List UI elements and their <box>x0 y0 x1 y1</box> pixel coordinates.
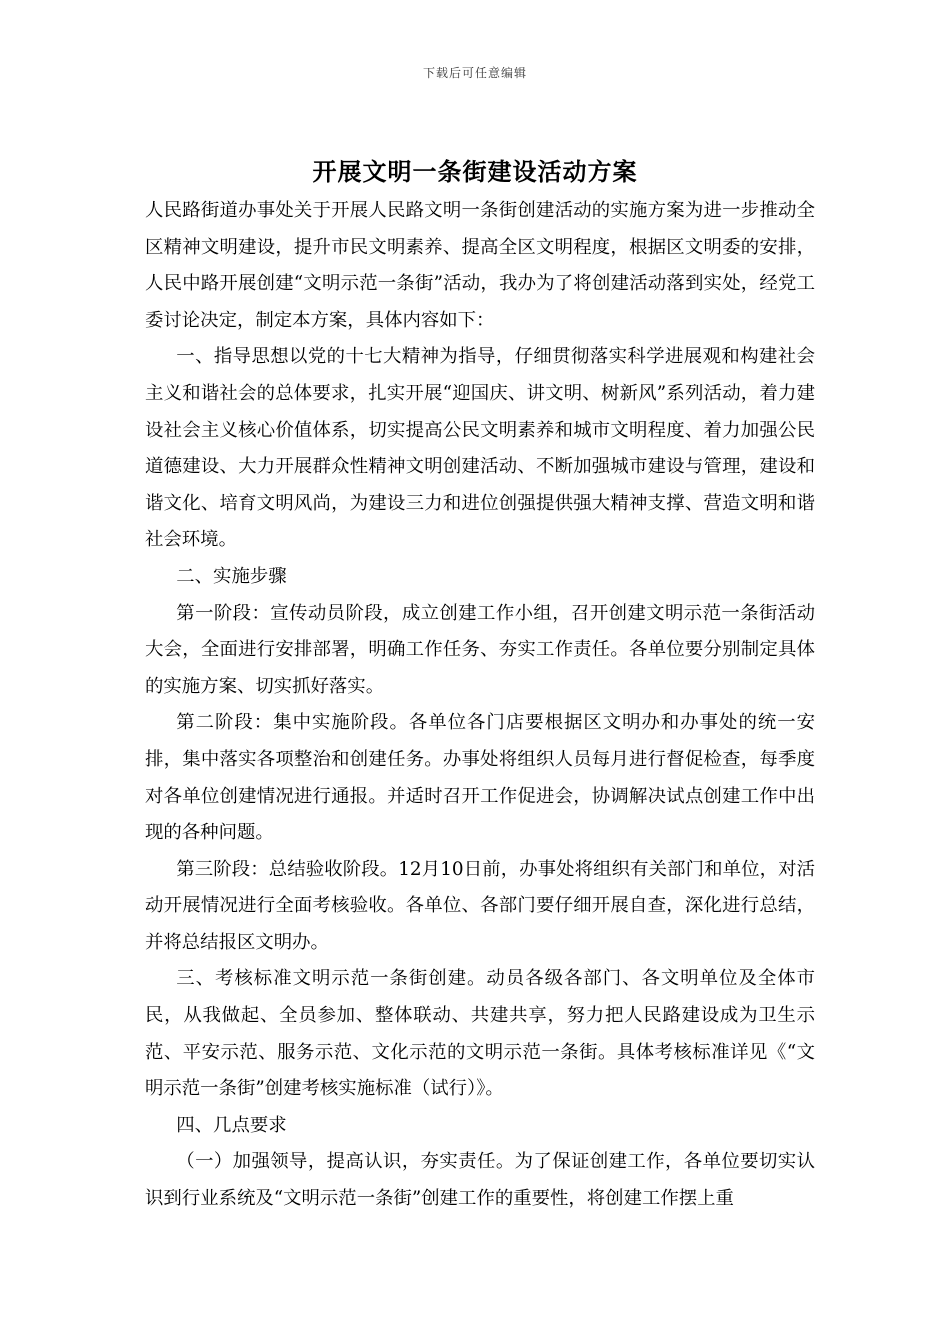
paragraph-requirements-heading: 四、几点要求 <box>176 1114 287 1136</box>
document-title: 开展文明一条街建设活动方案 <box>312 158 638 186</box>
document-body <box>145 193 815 1218</box>
paragraph-stage-two: 第二阶段：集中实施阶段。各单位各门店要根据区文明办和办事处的统一安排，集中落实各项整治和创建任务。办事处将组织人员每月进行督促检查，每季度对各单位创建情况进行通报。并适时召开工作促进会，协调解决试点创建工作中出现的各种问题。 <box>145 712 815 844</box>
paragraph-requirement-one: （一）加强领导，提高认识，夯实责任。为了保证创建工作，各单位要切实认识到行业系统及“文明示范一条街”创建工作的重要性，将创建工作摆上重 <box>145 1151 815 1210</box>
paragraph-guiding-ideology: 一、指导思想以党的十七大精神为指导，仔细贯彻落实科学进展观和构建社会主义和谐社会的总体要求，扎实开展“迎国庆、讲文明、树新风”系列活动，着力建设社会主义核心价值体系，切实提高公民文明素养和城市文明程度、着力加强公民道德建设、大力开展群众性精神文明创建活动、不断加强城市建设与管理，建设和谐文化、培育文明风尚，为建设三力和进位创强提供强大精神支撑、营造文明和谐社会环境。 <box>145 346 815 551</box>
paragraph-stage-one: 第一阶段：宣传动员阶段，成立创建工作小组，召开创建文明示范一条街活动大会，全面进行安排部署，明确工作任务、夯实工作责任。各单位要分别制定具体的实施方案、切实抓好落实。 <box>145 602 815 697</box>
paragraph-implementation-steps-heading: 二、实施步骤 <box>176 565 287 587</box>
paragraph-stage-three: 第三阶段：总结验收阶段。12月10日前，办事处将组织有关部门和单位，对活动开展情况进行全面考核验收。各单位、各部门要仔细开展自查，深化进行总结，并将总结报区文明办。 <box>145 858 815 953</box>
paragraph-intro: 人民路街道办事处关于开展人民路文明一条街创建活动的实施方案为进一步推动全区精神文明建设，提升市民文明素养、提高全区文明程度，根据区文明委的安排，人民中路开展创建“文明示范一条街”活动，我办为了将创建活动落到实处，经党工委讨论决定，制定本方案，具体内容如下： <box>145 200 815 331</box>
paragraph-assessment-standard: 三、考核标准文明示范一条街创建。动员各级各部门、各文明单位及全体市民，从我做起、全员参加、整体联动、共建共享，努力把人民路建设成为卫生示范、平安示范、服务示范、文化示范的文明示范一条街。具体考核标准详见《“文明示范一条街”创建考核实施标准（试行）》。 <box>145 968 815 1100</box>
header-note: 下载后可任意编辑 <box>422 66 527 80</box>
